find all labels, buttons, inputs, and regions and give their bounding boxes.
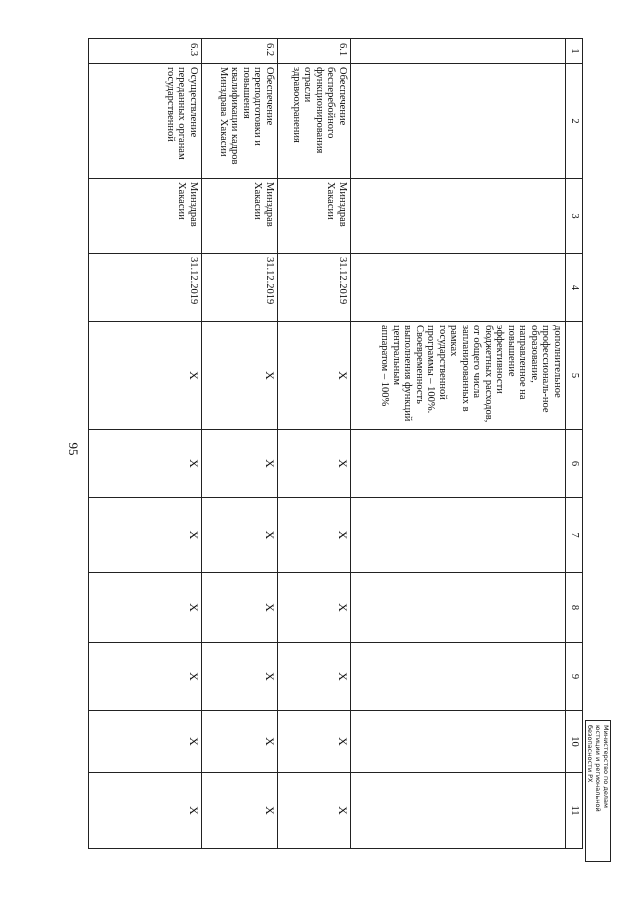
deadline: 31.12.2019 xyxy=(202,254,278,322)
value-cell: X xyxy=(278,643,351,711)
value-cell: X xyxy=(278,773,351,849)
table-row xyxy=(278,39,351,849)
activity-name: Обеспечение переподготовки и повышения квалификации кадров Минздрава Хакасии xyxy=(202,64,278,179)
value-cell xyxy=(351,573,566,643)
deadline xyxy=(351,254,566,322)
activity-name xyxy=(351,64,566,179)
value-cell xyxy=(351,430,566,498)
value-cell: X xyxy=(89,643,202,711)
value-cell: X xyxy=(89,430,202,498)
table-row xyxy=(351,39,566,849)
table-row xyxy=(89,39,202,849)
value-cell xyxy=(351,498,566,573)
value-cell: X xyxy=(202,643,278,711)
header-cell: 10 xyxy=(566,711,583,773)
executor xyxy=(351,179,566,254)
stamp-line: Министерство по делам xyxy=(602,725,610,808)
value-cell: X xyxy=(278,711,351,773)
value-cell: X xyxy=(278,573,351,643)
value-cell: X xyxy=(89,773,202,849)
indicator: X xyxy=(89,322,202,430)
page-number: 95 xyxy=(66,442,81,456)
indicator: X xyxy=(278,322,351,430)
value-cell: X xyxy=(278,430,351,498)
stamp-text xyxy=(586,721,612,863)
header-cell: 7 xyxy=(566,498,583,573)
executor: Минздрав Хакасии xyxy=(89,179,202,254)
value-cell: X xyxy=(89,573,202,643)
indicator: дополнительное профессиональ-ное образование, направленное на повышение эффективности бюджетных расходов, от общего числа запланированных в рамках государственной программы – 100%. Своевременность выполнения функций центральным аппаратом – 100% xyxy=(351,322,566,430)
header-cell: 3 xyxy=(566,179,583,254)
header-cell: 6 xyxy=(566,430,583,498)
column-numbers-row xyxy=(566,39,583,849)
value-cell: X xyxy=(89,711,202,773)
value-cell: X xyxy=(278,498,351,573)
activity-name: Обеспечение бесперебойного функционирования отрасли здравоохранения xyxy=(278,64,351,179)
value-cell xyxy=(351,773,566,849)
header-cell: 8 xyxy=(566,573,583,643)
value-cell: X xyxy=(202,430,278,498)
stamp-line: юстиции и региональной xyxy=(594,725,602,812)
header-cell: 5 xyxy=(566,322,583,430)
value-cell: X xyxy=(202,573,278,643)
program-activities-table xyxy=(88,38,583,849)
row-number: 6.2 xyxy=(202,39,278,64)
stamp-line: безопасности РХ xyxy=(586,725,594,783)
executor: Минздрав Хакасии xyxy=(278,179,351,254)
deadline: 31.12.2019 xyxy=(89,254,202,322)
header-cell: 2 xyxy=(566,64,583,179)
table-row xyxy=(202,39,278,849)
value-cell xyxy=(351,643,566,711)
value-cell: X xyxy=(202,498,278,573)
executor: Минздрав Хакасии xyxy=(202,179,278,254)
ministry-stamp xyxy=(585,720,611,862)
deadline: 31.12.2019 xyxy=(278,254,351,322)
indicator: X xyxy=(202,322,278,430)
value-cell: X xyxy=(89,498,202,573)
row-number: 6.1 xyxy=(278,39,351,64)
rotated-table-container xyxy=(88,38,583,848)
value-cell: X xyxy=(202,773,278,849)
activity-name: Осуществление переданных органам государственной xyxy=(89,64,202,179)
row-number xyxy=(351,39,566,64)
value-cell: X xyxy=(202,711,278,773)
header-cell: 1 xyxy=(566,39,583,64)
row-number: 6.3 xyxy=(89,39,202,64)
value-cell xyxy=(351,711,566,773)
header-cell: 9 xyxy=(566,643,583,711)
header-cell: 11 xyxy=(566,773,583,849)
header-cell: 4 xyxy=(566,254,583,322)
